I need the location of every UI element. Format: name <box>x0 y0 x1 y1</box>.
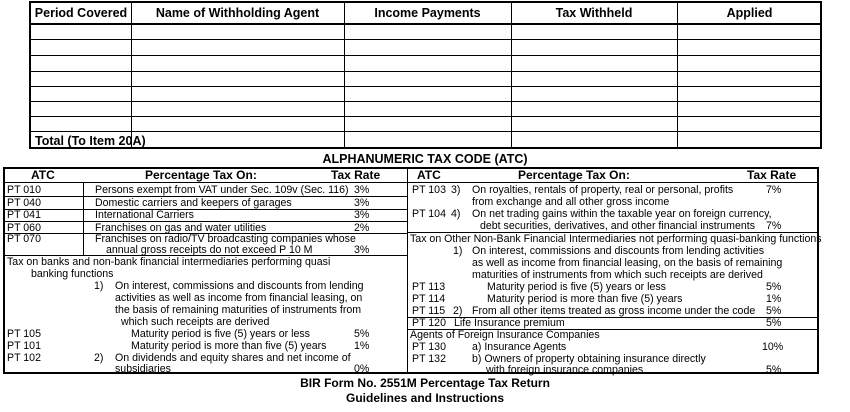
atc-title: ALPHANUMERIC TAX CODE (ATC) <box>322 152 528 166</box>
nonbank-sub-rate: 1% <box>766 293 782 305</box>
header-tax-withheld: Tax Withheld <box>555 6 633 20</box>
center-divider <box>407 169 408 372</box>
row-rule <box>31 39 820 40</box>
nonbank-sub-atc: PT 113 <box>412 281 446 293</box>
left-row-atc: PT 040 <box>7 197 41 209</box>
banks-item-line: the basis of remaining maturities of instruments from <box>115 304 362 316</box>
foreign-row-atc: PT 132 <box>412 353 446 365</box>
right-row-desc: On royalties, rentals of property, real or personal, profits <box>472 184 734 196</box>
nonbank-sub-desc: From all other items treated as gross income under the code <box>472 305 756 317</box>
nonbank-sub-rate: 5% <box>766 317 782 329</box>
header-rule <box>5 182 817 183</box>
foreign-row-atc: PT 130 <box>412 341 446 353</box>
header-rule <box>31 23 820 25</box>
left-row-desc: Franchises on radio/TV broadcasting companies whose <box>95 233 356 245</box>
nonbank-sub-atc: PT 120 <box>412 317 446 329</box>
nonbank-sub-desc: Maturity period is more than five (5) years <box>487 293 683 305</box>
nonbank-item-number: 1) <box>453 245 463 257</box>
row-rule <box>31 86 820 87</box>
right-row-rate: 7% <box>766 220 782 232</box>
foreign-row-desc: b) Owners of property obtaining insurance directly <box>472 353 706 365</box>
left-header-tax-on: Percentage Tax On: <box>145 168 257 182</box>
row-rule <box>31 101 820 102</box>
row-rule <box>31 55 820 56</box>
row-rule <box>31 116 820 117</box>
withholding-table <box>29 1 822 149</box>
nonbank-sub-atc: PT 115 <box>412 305 446 317</box>
nonbank-sub-rate: 5% <box>766 281 782 293</box>
left-row-desc-cont: annual gross receipts do not exceed P 10 M <box>106 244 313 256</box>
right-row-desc-cont: from exchange and all other gross income <box>472 196 670 208</box>
left-row-desc: Domestic carriers and keepers of garages <box>95 197 292 209</box>
right-row-number: 4) <box>451 208 461 220</box>
left-row-rate: 3% <box>354 244 370 256</box>
foreign-row-rate: 5% <box>766 364 782 376</box>
banks-item-line: activities as well as income from financial leasing, on <box>115 292 363 304</box>
nonbank-item-line: maturities of instruments from which such receipts are derived <box>472 269 763 281</box>
banks-sub-atc: PT 101 <box>7 340 41 352</box>
left-header-atc: ATC <box>31 168 55 182</box>
row-rule <box>5 209 407 210</box>
atc-column-divider <box>83 183 84 256</box>
left-row-rate: 3% <box>354 184 370 196</box>
nonbank-item-line: On interest, commissions and discounts from lending activities <box>472 245 765 257</box>
row-rule <box>31 71 820 72</box>
nonbank-sub-desc: Life Insurance premium <box>454 317 565 329</box>
nonbank-sub-atc: PT 114 <box>412 293 446 305</box>
form-subtitle: Guidelines and Instructions <box>345 391 505 405</box>
right-header-tax-on: Percentage Tax On: <box>518 168 630 182</box>
banks-sub-desc: Maturity period is more than five (5) years <box>131 340 327 352</box>
left-row-rate: 3% <box>354 197 370 209</box>
right-row-atc: PT 104 <box>412 208 446 220</box>
right-row-rate: 7% <box>766 184 782 196</box>
left-row-atc: PT 060 <box>7 222 41 234</box>
left-row-desc: Persons exempt from VAT under Sec. 109v (Sec. 116) <box>95 184 349 196</box>
right-row-atc: PT 103 <box>412 184 446 196</box>
left-row-desc: Franchises on gas and water utilities <box>95 222 267 234</box>
banks-item2-rate: 0% <box>354 363 370 375</box>
foreign-row-rate: 10% <box>762 341 784 353</box>
right-row-number: 3) <box>451 184 461 196</box>
nonbank-sub-rate: 5% <box>766 305 782 317</box>
right-header-atc: ATC <box>417 168 441 182</box>
banks-item-line: which such receipts are derived <box>121 316 270 328</box>
banks-item2-number: 2) <box>94 352 104 364</box>
left-header-tax-rate: Tax Rate <box>331 168 381 182</box>
left-row-rate: 3% <box>354 209 370 221</box>
header-period-covered: Period Covered <box>34 6 128 20</box>
atc-table <box>3 167 822 376</box>
foreign-row-desc: a) Insurance Agents <box>472 341 567 353</box>
nonbank-sub-number: 2) <box>453 305 463 317</box>
header-withholding-agent: Name of Withholding Agent <box>155 6 320 20</box>
foreign-heading: Agents of Foreign Insurance Companies <box>410 329 600 341</box>
banks-item-line: On interest, commissions and discounts from lending <box>115 280 364 292</box>
left-row-atc: PT 070 <box>7 233 41 245</box>
form-title: BIR Form No. 2551M Percentage Tax Return <box>300 376 550 390</box>
banks-item2-atc: PT 102 <box>7 352 41 364</box>
banks-sub-atc: PT 105 <box>7 328 41 340</box>
foreign-row-desc-cont: with foreign insurance companies <box>486 364 644 376</box>
right-header-tax-rate: Tax Rate <box>747 168 797 182</box>
banks-item-number: 1) <box>94 280 104 292</box>
banks-item2-desc: On dividends and equity shares and net income of <box>115 352 351 364</box>
nonbank-sub-desc: Maturity period is five (5) years or less <box>487 281 666 293</box>
banks-item2-desc-cont: subsidiaries <box>115 363 171 375</box>
header-income-payments: Income Payments <box>374 6 481 20</box>
banks-heading-cont: banking functions <box>31 268 114 280</box>
left-row-atc: PT 010 <box>7 184 41 196</box>
nonbank-item-line: as well as income from financial leasing, on the basis of remaining <box>472 257 783 269</box>
left-row-atc: PT 041 <box>7 209 41 221</box>
banks-sub-rate: 5% <box>354 328 370 340</box>
left-row-desc: International Carriers <box>95 209 194 221</box>
right-row-desc: On net trading gains within the taxable year on foreign currency, <box>472 208 772 220</box>
row-rule <box>31 131 820 132</box>
header-applied: Applied <box>726 6 773 20</box>
nonbank-heading: Tax on Other Non-Bank Financial Intermediaries not performing quasi-banking functions <box>410 233 822 245</box>
banks-heading: Tax on banks and non-bank financial intermediaries performing quasi <box>7 256 331 268</box>
right-row-desc-cont: debt securities, derivatives, and other financial instruments <box>480 220 755 232</box>
banks-sub-desc: Maturity period is five (5) years or less <box>131 328 310 340</box>
left-row-rate: 2% <box>354 222 370 234</box>
total-label: Total (To Item 20A) <box>35 134 146 148</box>
banks-sub-rate: 1% <box>354 340 370 352</box>
